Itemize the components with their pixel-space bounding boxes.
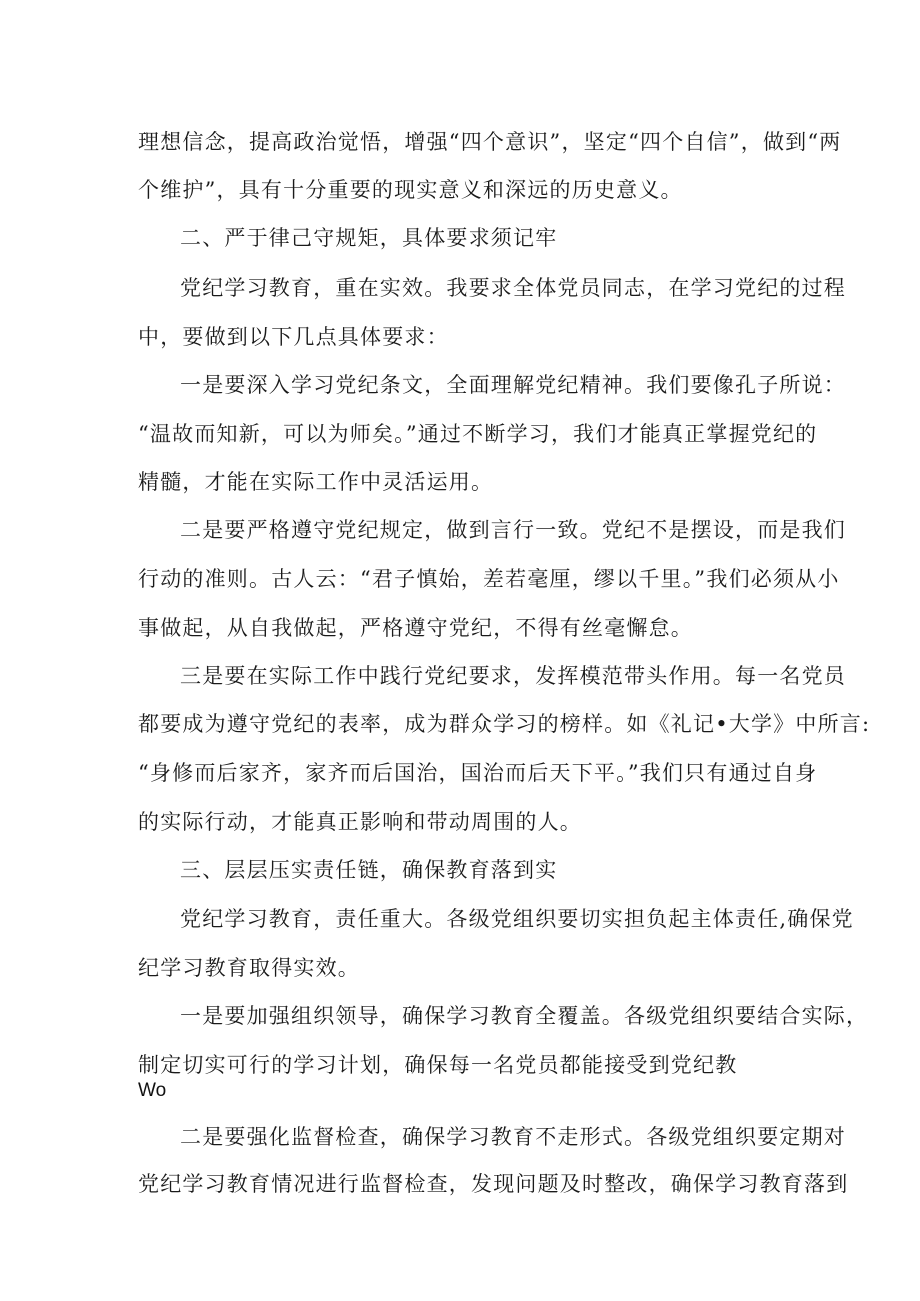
text-line: “身修而后家齐，家齐而后国治，国治而后天下平。”我们只有通过自身	[138, 761, 818, 785]
text-line: “温故而知新，可以为师矣。”通过不断学习，我们才能真正掌握党纪的	[138, 422, 818, 446]
text-line: 行动的准则。古人云：“君子慎始，差若毫厘，缪以千里。”我们必须从小	[138, 567, 840, 591]
text-line: 中，要做到以下几点具体要求：	[138, 325, 449, 349]
text-line: 一是要加强组织领导，确保学习教育全覆盖。各级党组织要结合实际，	[180, 1004, 869, 1028]
section-heading: 三、层层压实责任链，确保教育落到实	[180, 858, 558, 882]
text-line: 一是要深入学习党纪条文，全面理解党纪精神。我们要像孔子所说：	[180, 373, 846, 397]
text-line: 三是要在实际工作中践行党纪要求，发挥模范带头作用。每一名党员	[180, 664, 846, 688]
text-line: 都要成为遵守党纪的表率，成为群众学习的榜样。如《礼记•大学》中所言:	[138, 712, 871, 736]
text-line: 理想信念，提高政治觉悟，增强“四个意识”，坚定“四个自信”，做到“两	[138, 130, 842, 154]
text-line: 党纪学习教育，责任重大。各级党组织要切实担负起主体责任,确保党	[180, 907, 854, 931]
section-heading: 二、严于律己守规矩，具体要求须记牢	[180, 226, 558, 250]
text-line: 制定切实可行的学习计划，确保每一名党员都能接受到党纪教	[138, 1053, 738, 1077]
text-line: 精髓，才能在实际工作中灵活运用。	[138, 470, 494, 494]
text-line: 党纪学习教育，重在实效。我要求全体党员同志，在学习党纪的过程	[180, 276, 846, 300]
stray-text: Wo	[138, 1080, 167, 1101]
text-line: 的实际行动，才能真正影响和带动周围的人。	[138, 810, 582, 834]
text-line: 党纪学习教育情况进行监督检查，发现问题及时整改，确保学习教育落到	[138, 1172, 849, 1196]
text-line: 纪学习教育取得实效。	[138, 956, 360, 980]
text-line: 事做起，从自我做起，严格遵守党纪，不得有丝毫懈怠。	[138, 616, 693, 640]
text-line: 个维护”，具有十分重要的现实意义和深远的历史意义。	[138, 178, 683, 202]
text-line: 二是要强化监督检查，确保学习教育不走形式。各级党组织要定期对	[180, 1125, 846, 1149]
text-line: 二是要严格遵守党纪规定，做到言行一致。党纪不是摆设，而是我们	[180, 518, 846, 542]
